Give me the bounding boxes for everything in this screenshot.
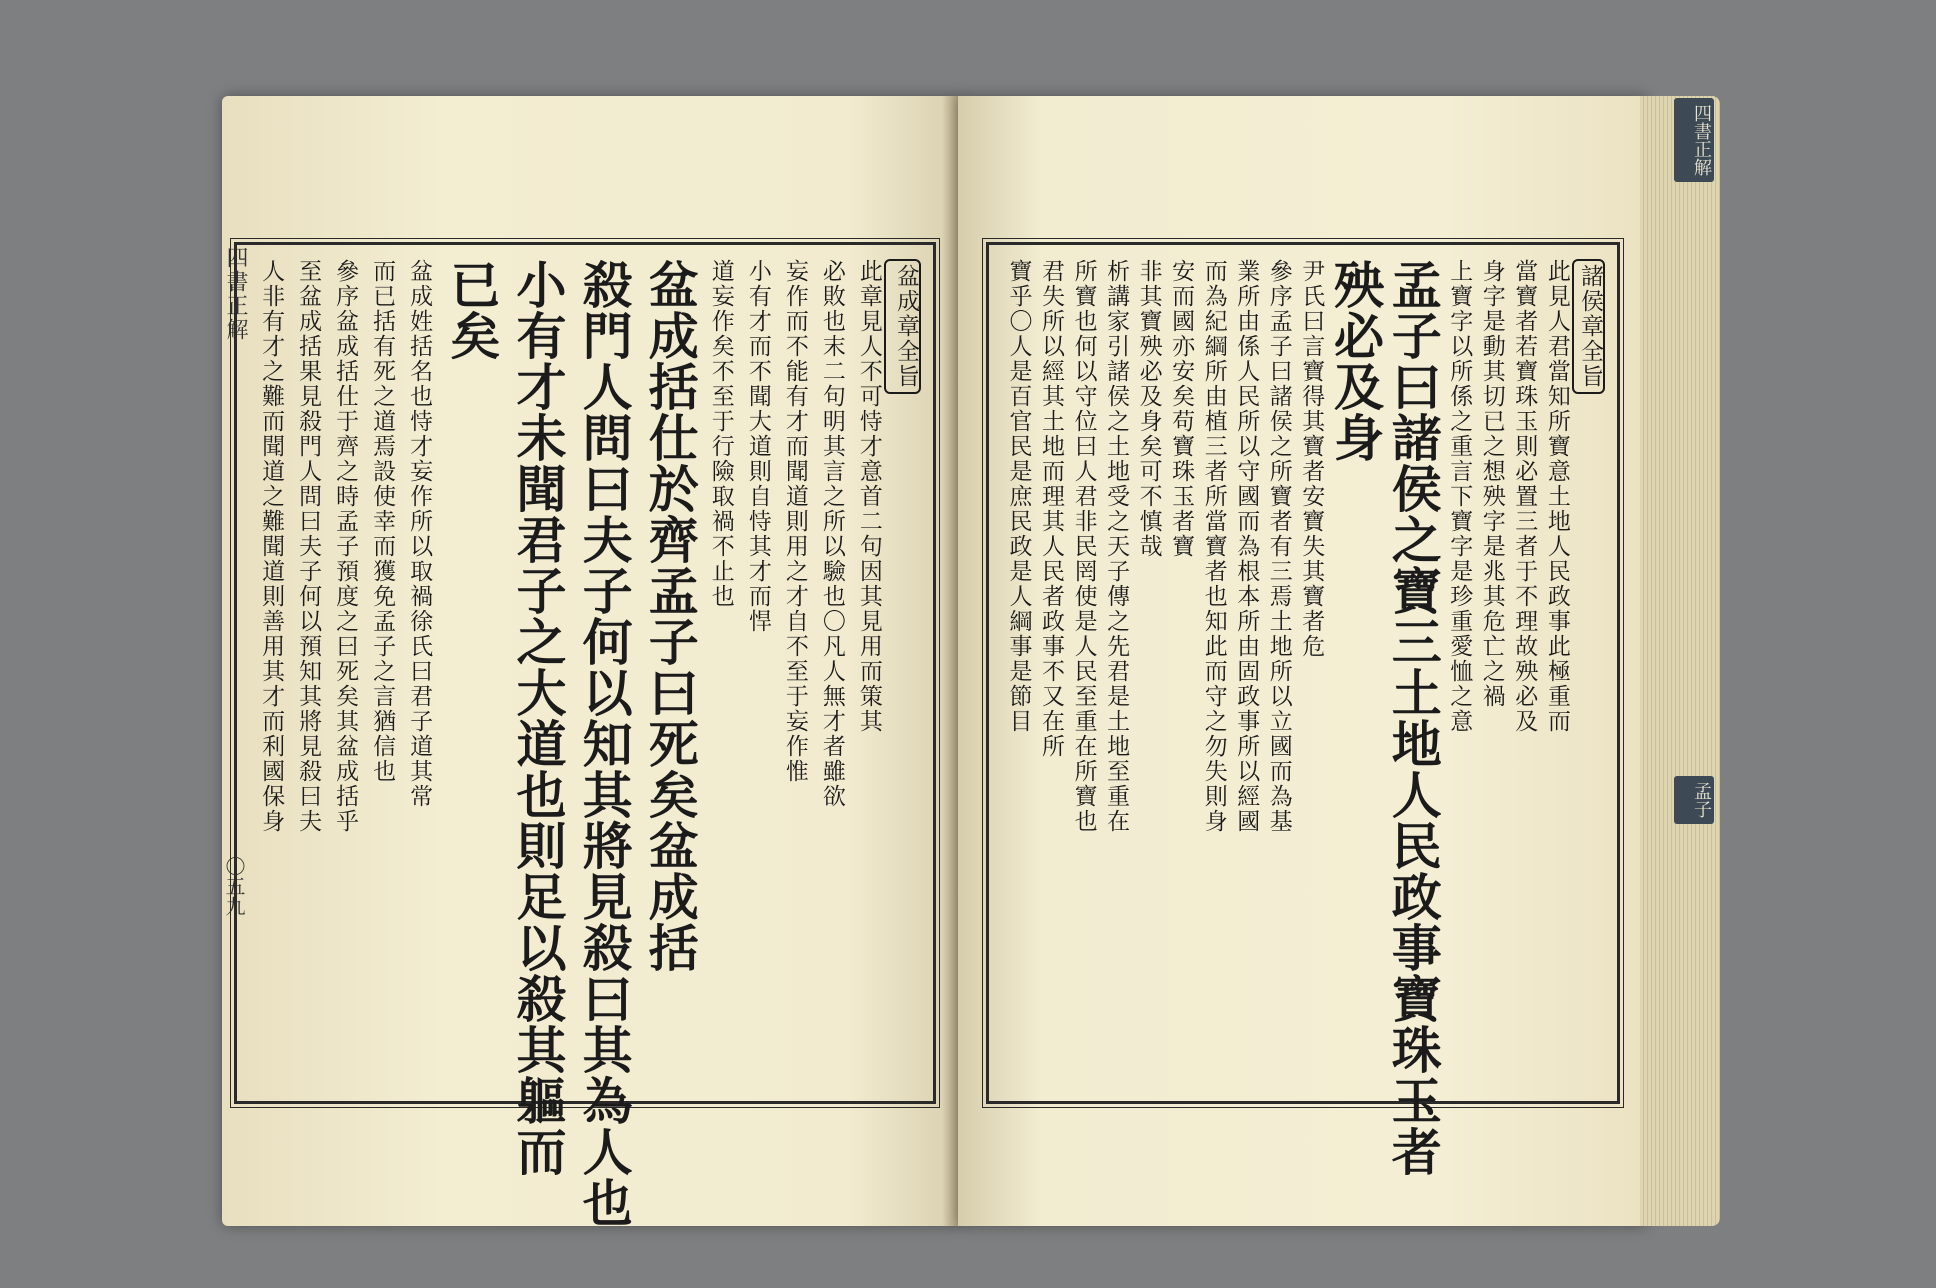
- commentary-column: 非其寶殃必及身矣可不慎哉: [1135, 259, 1162, 559]
- commentary-column: 析講家引諸侯之土地受之天子傳之先君是土地至重在: [1103, 259, 1130, 834]
- commentary-column: 上寶字以所係之重言下寶字是珍重愛恤之意: [1446, 259, 1473, 734]
- edge-tab: 孟子: [1674, 776, 1714, 824]
- commentary-column: 而已括有死之道焉設使幸而獲免孟子之言猶信也: [369, 259, 396, 784]
- commentary-column: 道妄作矣不至于行險取禍不止也: [707, 259, 734, 609]
- commentary-column: 此章見人不可恃才意首二句因其見用而策其: [855, 259, 882, 734]
- commentary-column: 至盆成括果見殺門人問曰夫子何以預知其將見殺曰夫: [295, 259, 322, 834]
- commentary-column: 寶乎〇人是百官民是庶民政是人綱事是節目: [1005, 259, 1032, 734]
- right-text-frame: [986, 242, 1620, 1177]
- commentary-column: 人非有才之難而聞道之難聞道則善用其才而利國保身: [258, 259, 285, 834]
- commentary-column: 業所由係人民所以守國而為根本所由固政事所以經國: [1233, 259, 1260, 834]
- page-edges: [1640, 96, 1720, 1226]
- open-book: [222, 96, 1720, 1226]
- commentary-column: 小有才而不聞大道則自恃其才而悍: [744, 259, 771, 634]
- main-text-column: 殃必及身: [1326, 259, 1385, 463]
- commentary-column: 當寶者若寶珠玉則必置三者于不理故殃必及: [1511, 259, 1538, 734]
- chapter-label: 盆成章全旨: [884, 259, 921, 394]
- commentary-column: 所寶也何以守位曰人君非民罔使是人民至重在所寶也: [1070, 259, 1097, 834]
- commentary-column: 安而國亦安矣苟寶珠玉者寶: [1168, 259, 1195, 559]
- main-text-column: 孟子曰諸侯之寶三土地人民政事寶珠玉者: [1383, 259, 1443, 1177]
- commentary-column: 此見人君當知所寶意土地人民政事此極重而: [1543, 259, 1570, 734]
- commentary-column: 而為紀綱所由植三者所當寶者也知此而守之勿失則身: [1200, 259, 1227, 834]
- main-text-column: 殺門人問曰夫子何以知其將見殺曰其為人也: [574, 259, 634, 1228]
- right-columns: [1001, 259, 1605, 1177]
- left-folio: 〇五九: [222, 856, 246, 916]
- chapter-label: 諸侯章全旨: [1572, 259, 1605, 394]
- commentary-column: 身字是動其切已之想殃字是兆其危亡之禍: [1478, 259, 1505, 709]
- left-text-frame: [234, 242, 936, 1228]
- main-text-column: 盆成括仕於齊孟子曰死矣盆成括: [640, 259, 700, 973]
- commentary-column: 參序盆成括仕于齊之時孟子預度之曰死矣其盆成括乎: [332, 259, 359, 834]
- right-page: [958, 96, 1648, 1226]
- edge-tab: 四書正解: [1674, 98, 1714, 182]
- commentary-column: 參序孟子曰諸侯之所寶者有三焉土地所以立國而為基: [1265, 259, 1292, 834]
- commentary-column: 尹氏曰言寶得其寶者安寶失其寶者危: [1298, 259, 1325, 659]
- commentary-column: 妄作而不能有才而聞道則用之才自不至于妄作惟: [781, 259, 808, 784]
- commentary-column: 君失所以經其土地而理其人民者政事不又在所: [1038, 259, 1065, 759]
- left-page: [222, 96, 960, 1226]
- left-columns: [249, 259, 921, 1228]
- main-text-column: 已矣: [442, 259, 502, 361]
- main-text-column: 小有才未聞君子之大道也則足以殺其軀而: [508, 259, 568, 1177]
- left-margin-title: 四書正解: [223, 246, 248, 342]
- commentary-column: 盆成姓括名也恃才妄作所以取禍徐氏曰君子道其常: [406, 259, 433, 809]
- commentary-column: 必敗也末二句明其言之所以驗也〇凡人無才者雖欲: [818, 259, 845, 809]
